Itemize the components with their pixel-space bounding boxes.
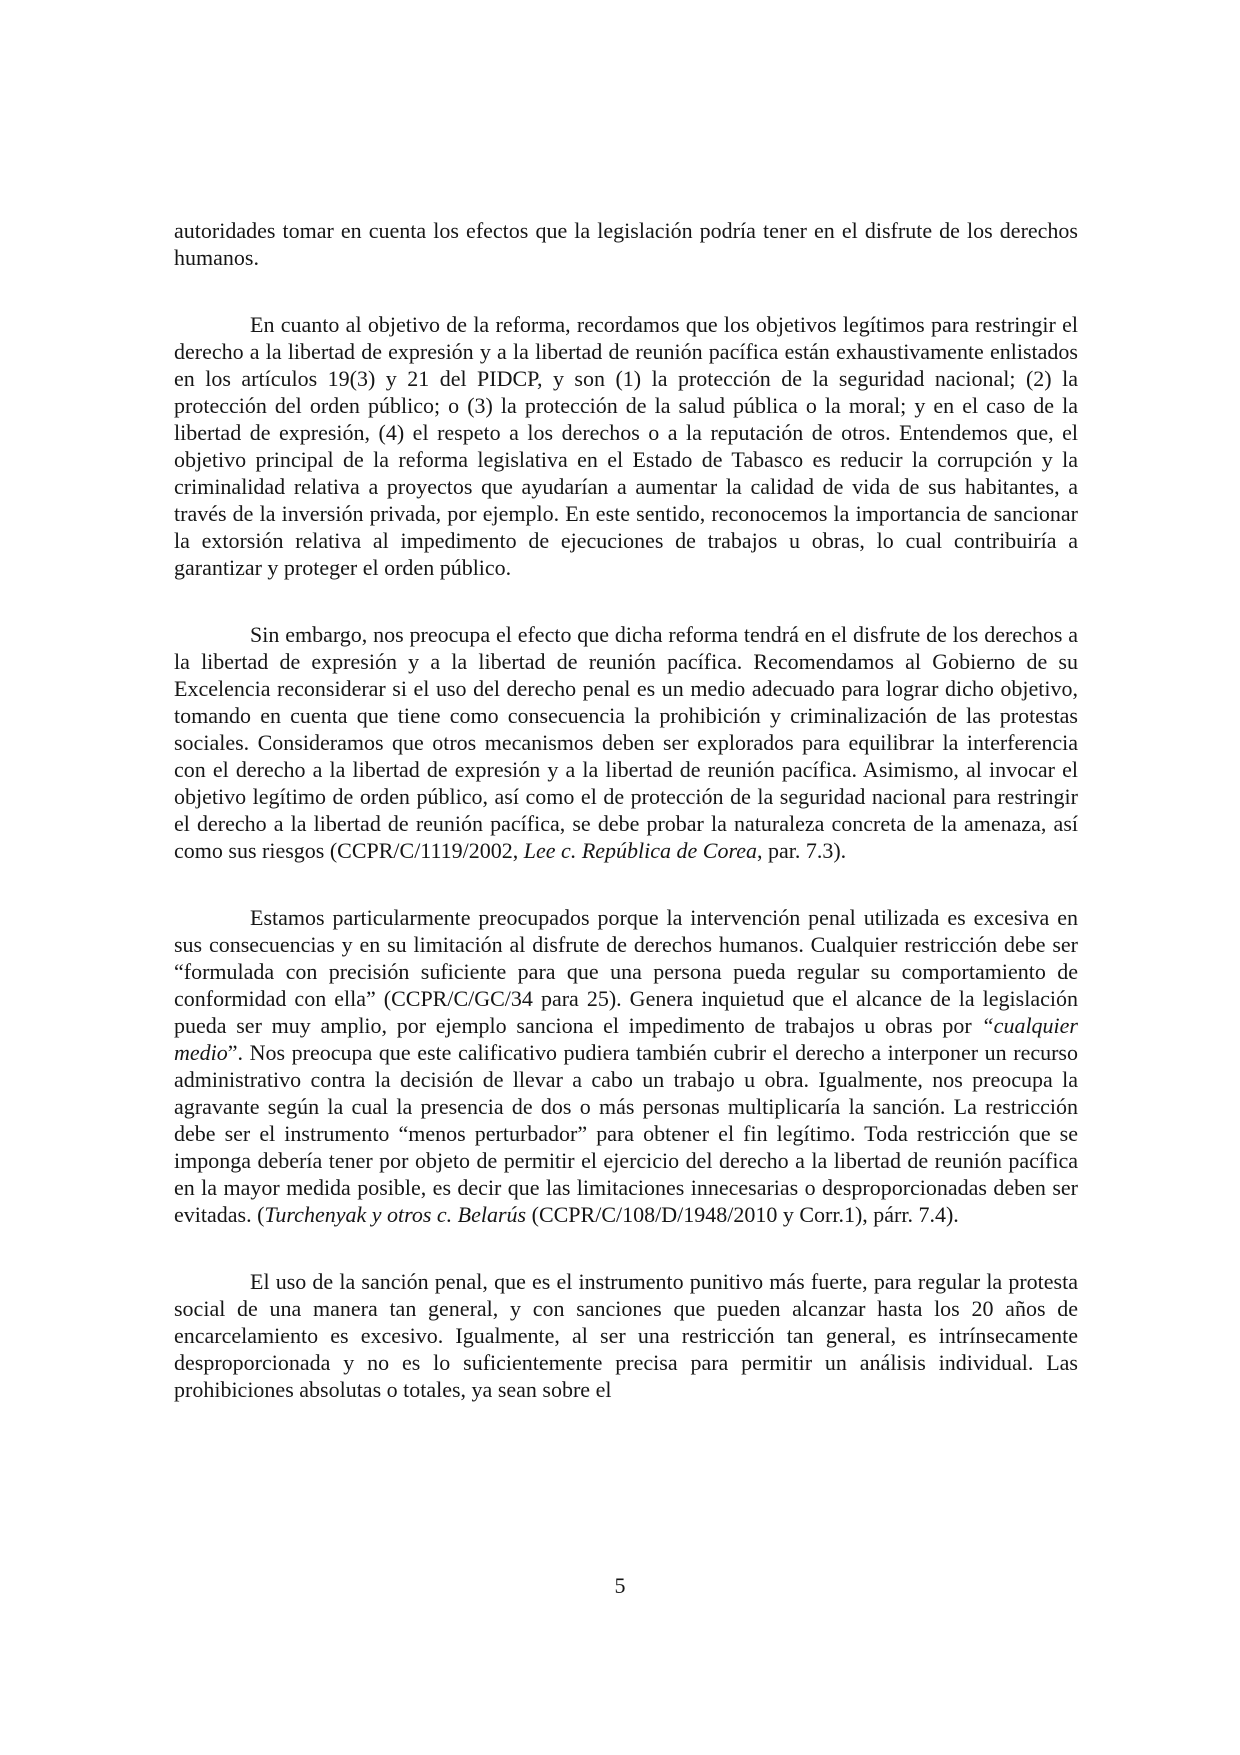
paragraph	[174, 621, 1078, 864]
text-run: , par. 7.3).	[756, 838, 847, 863]
italic-text-run: Lee c. República de Corea	[523, 838, 757, 863]
text-run: Sin embargo, nos preocupa el efecto que dicha reforma tendrá en el disfrute de los derechos a la libertad de expresión y a la libertad de reunión pacífica. Recomendamos al Gobierno de su Excelencia reconsiderar si el uso del derecho penal es un medio adecuado para lograr dicho objetivo, tomando en cuenta que tiene como consecuencia la prohibición y criminalización de las protestas sociales. Consideramos que otros mecanismos deben ser explorados para equilibrar la interferencia con el derecho a la libertad de expresión y a la libertad de reunión pacífica. Asimismo, al invocar el objetivo legítimo de orden público, así como el de protección de la seguridad nacional para restringir el derecho a la libertad de reunión pacífica, se debe probar la naturaleza concreta de la amenaza, así como sus riesgos (CCPR/C/1119/2002,	[174, 622, 1078, 863]
document-body	[174, 217, 1078, 1403]
text-run: autoridades tomar en cuenta los efectos que la legislación podría tener en el disfrute de los derechos humanos.	[174, 218, 1078, 270]
italic-text-run: “cualquier medio	[174, 1013, 1078, 1065]
page-number: 5	[614, 1573, 626, 1598]
paragraph	[174, 311, 1078, 581]
paragraph	[174, 1268, 1078, 1403]
text-run: El uso de la sanción penal, que es el instrumento punitivo más fuerte, para regular la protesta social de una manera tan general, y con sanciones que pueden alcanzar hasta los 20 años de encarcelamiento es excesivo. Igualmente, al ser una restricción tan general, es intrínsecamente desproporcionada y no es lo suficientemente precisa para permitir un análisis individual. Las prohibiciones absolutas o totales, ya sean sobre el	[174, 1269, 1078, 1402]
text-run: Estamos particularmente preocupados porque la intervención penal utilizada es excesiva en sus consecuencias y en su limitación al disfrute de derechos humanos. Cualquier restricción debe ser “formulada con precisión suficiente para que una persona pueda regular su comportamiento de conformidad con ella” (CCPR/C/GC/34 para 25). Genera inquietud que el alcance de la legislación pueda ser muy amplio, por ejemplo sanciona el impedimento de trabajos u obras por	[174, 905, 1078, 1038]
text-run: ”. Nos preocupa que este calificativo pudiera también cubrir el derecho a interponer un recurso administrativo contra la decisión de llevar a cabo un trabajo u obra. Igualmente, nos preocupa la agravante según la cual la presencia de dos o más personas multiplicaría la sanción. La restricción debe ser el instrumento “menos perturbador” para obtener el fin legítimo. Toda restricción que se imponga debería tener por objeto de permitir el ejercicio del derecho a la libertad de reunión pacífica en la mayor medida posible, es decir que las limitaciones innecesarias o desproporcionadas deben ser evitadas. (	[174, 1040, 1078, 1227]
paragraph	[174, 217, 1078, 271]
text-run: En cuanto al objetivo de la reforma, recordamos que los objetivos legítimos para restringir el derecho a la libertad de expresión y a la libertad de reunión pacífica están exhaustivamente enlistados en los artículos 19(3) y 21 del PIDCP, y son (1) la protección de la seguridad nacional; (2) la protección del orden público; o (3) la protección de la salud pública o la moral; y en el caso de la libertad de expresión, (4) el respeto a los derechos o a la reputación de otros. Entendemos que, el objetivo principal de la reforma legislativa en el Estado de Tabasco es reducir la corrupción y la criminalidad relativa a proyectos que ayudarían a aumentar la calidad de vida de sus habitantes, a través de la inversión privada, por ejemplo. En este sentido, reconocemos la importancia de sancionar la extorsión relativa al impedimento de ejecuciones de trabajos u obras, lo cual contribuiría a garantizar y proteger el orden público.	[174, 312, 1078, 580]
text-run: (CCPR/C/108/D/1948/2010 y Corr.1), párr. 7.4).	[526, 1202, 959, 1227]
paragraph	[174, 904, 1078, 1228]
italic-text-run: Turchenyak y otros c. Belarús	[264, 1202, 527, 1227]
